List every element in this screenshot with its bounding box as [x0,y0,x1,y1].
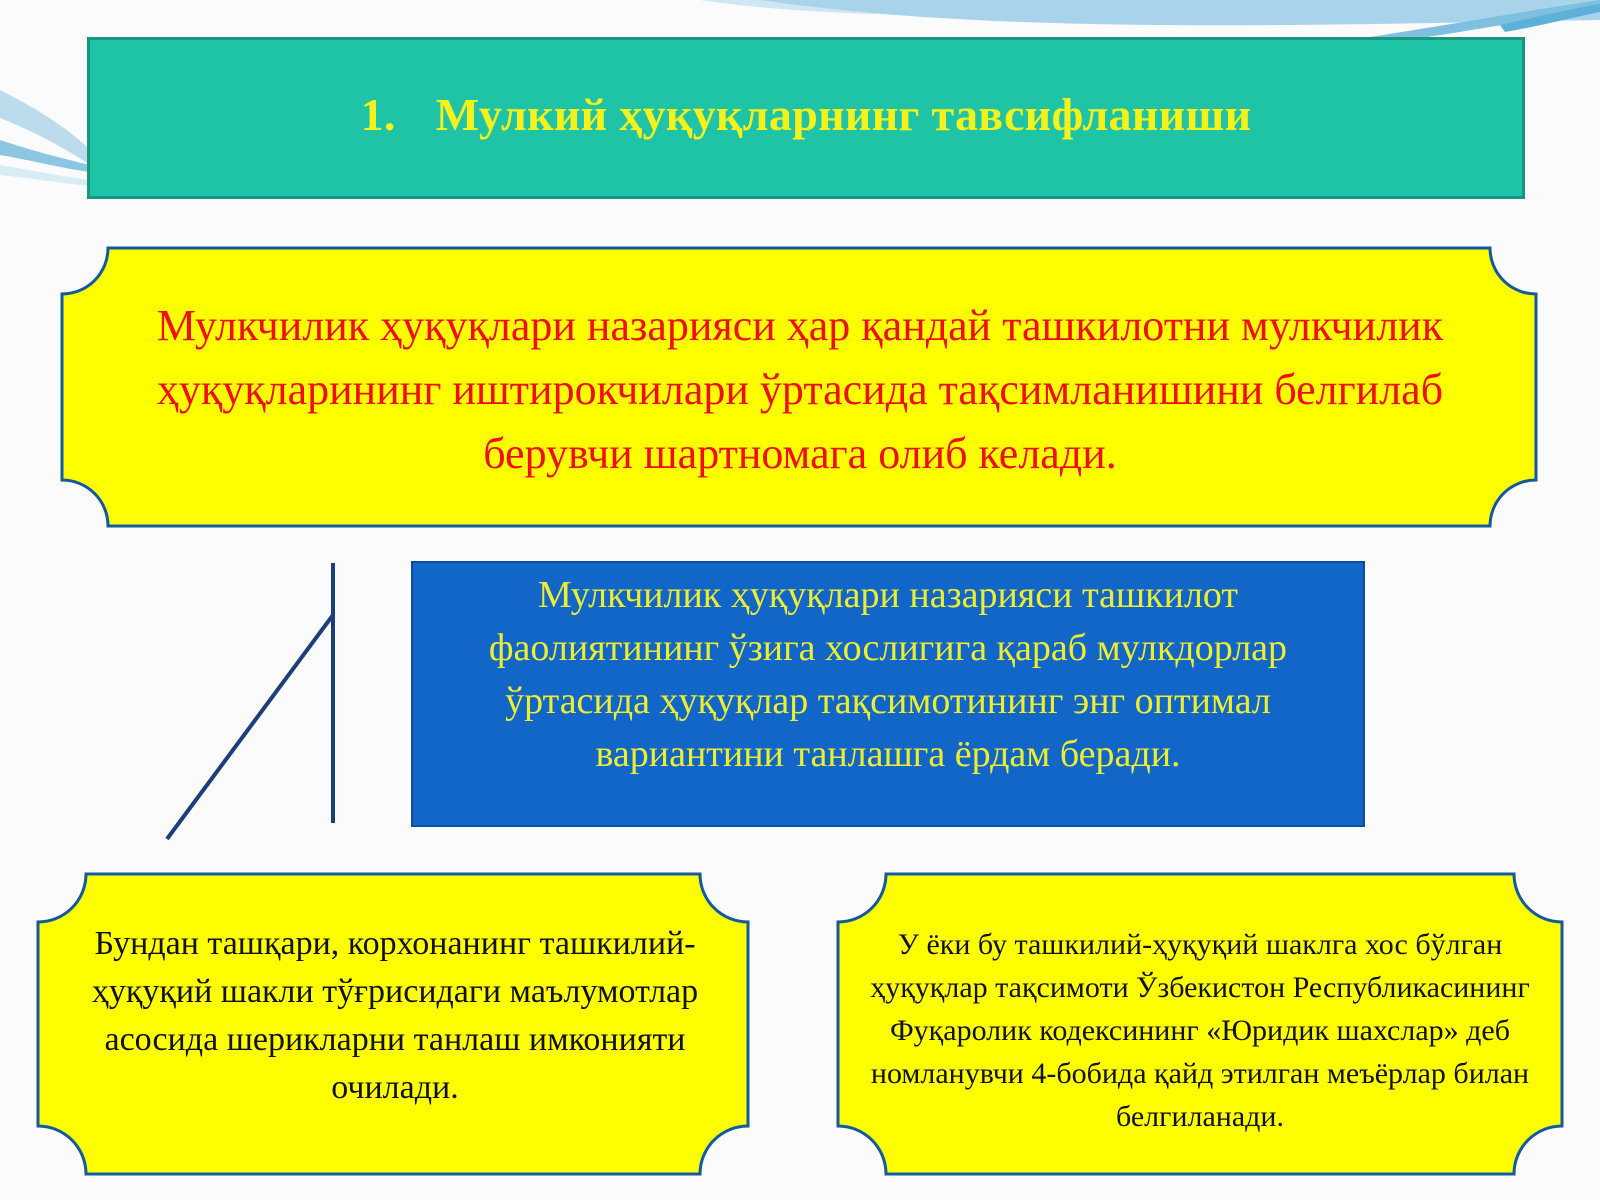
slide-title [361,88,1252,141]
blue-info-box [411,561,1365,827]
diagonal-connector-line [167,615,333,839]
connector-lines [150,555,350,845]
blue-box-text: Мулкчилик ҳуқуқлари назарияси ташкилот фаолиятининг ўзига хослигига қараб мулкдорлар ўртасида ҳуқуқлар тақсимотининг энг оптимал вариантини танлашга ёрдам беради. [488,574,1288,775]
bottom-right-statement: У ёки бу ташкилий-ҳуқуқий шаклга хос бўлган ҳуқуқлар тақсимоти Ўзбекистон Республикасининг Фуқаролик кодексининг «Юридик шахслар» деб номланувчи 4-бобида қайд этилган меъёрлар билан белгиланади. [870,928,1530,1133]
title-text: Мулкий ҳуқуқларнинг тавсифланиши [435,88,1252,140]
title-banner [87,37,1525,199]
main-statement: Мулкчилик ҳуқуқлари назарияси ҳар қандай ташкилотни мулкчилик ҳуқуқларининг иштирокчилари ўртасида тақсимланишини белгилаб берувчи шартномага олиб келади. [156,301,1444,478]
bottom-left-statement: Бундан ташқари, корхонанинг ташкилий-ҳуқуқий шакли тўғрисидаги маълумотлар асосида шерикларни танлаш имконияти очилади. [91,925,699,1106]
title-number: 1. [360,88,396,140]
